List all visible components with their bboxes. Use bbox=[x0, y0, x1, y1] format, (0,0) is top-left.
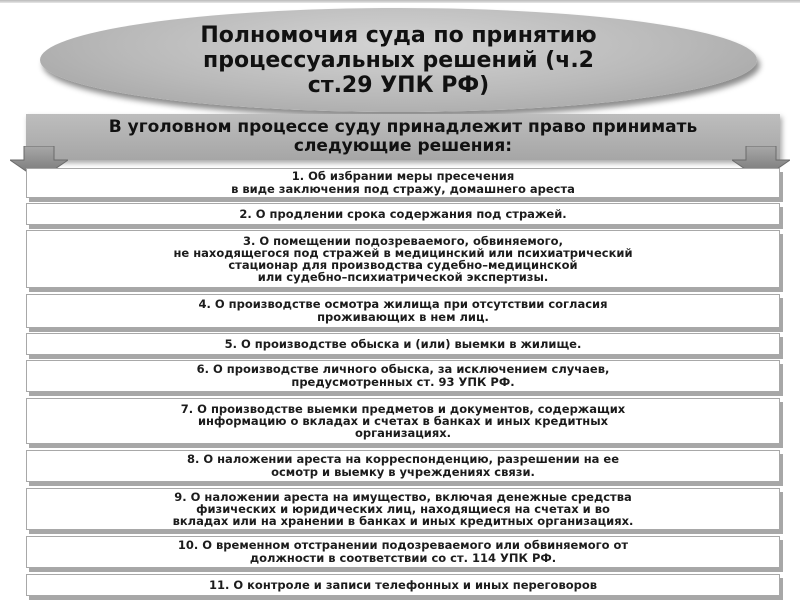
list-item-text: 5. О производстве обыска и (или) выемки в жилище. bbox=[224, 336, 582, 351]
list-item-text: 4. О производстве осмотра жилища при отсутствии согласия проживающих в нем лиц. bbox=[198, 297, 608, 324]
list-item-1 bbox=[26, 168, 780, 198]
list-item-9 bbox=[26, 488, 780, 530]
list-item-11 bbox=[26, 574, 780, 596]
list-item-text: 1. Об избрании меры пресечения в виде заключения под стражу, домашнего ареста bbox=[231, 169, 575, 196]
subtitle-bar bbox=[26, 114, 780, 160]
list-item-6 bbox=[26, 360, 780, 392]
list-item-text: 2. О продлении срока содержания под стражей. bbox=[239, 206, 567, 221]
subtitle-text: В уголовном процессе суду принадлежит право принимать следующие решения: bbox=[108, 117, 698, 156]
list-item-10 bbox=[26, 536, 780, 568]
list-item-3 bbox=[26, 230, 780, 288]
list-item-4 bbox=[26, 294, 780, 328]
list-item-text: 10. О временном отстранении подозреваемого или обвиняемого от должности в соответствии со ст. 114 УПК РФ. bbox=[177, 538, 629, 565]
top-border-line bbox=[0, 0, 800, 3]
list-item-8 bbox=[26, 450, 780, 482]
slide-title: Полномочия суда по принятию процессуальных решений (ч.2 ст.29 УПК РФ) bbox=[200, 22, 597, 98]
list-item-2 bbox=[26, 203, 780, 225]
list-item-5 bbox=[26, 333, 780, 355]
list-item-text: 6. О производстве личного обыска, за исключением случаев, предусмотренных ст. 93 УПК РФ. bbox=[196, 362, 610, 389]
list-item-7 bbox=[26, 398, 780, 444]
list-item-text: 3. О помещении подозреваемого, обвиняемого, не находящегося под стражей в медицинский или психиатрический стационар для производства судебно–медицинской или судебно–психиатрической экспертизы. bbox=[173, 234, 633, 284]
title-ellipse bbox=[40, 8, 757, 112]
list-item-text: 7. О производстве выемки предметов и документов, содержащих информацию о вкладах и счетах в банках и иных кредитных организациях. bbox=[180, 402, 626, 440]
list-item-text: 9. О наложении ареста на имущество, включая денежные средства физических и юридических лиц, находящиеся на счетах и во вкладах или на хранении в банках и иных кредитных организациях. bbox=[172, 490, 634, 528]
list-item-text: 8. О наложении ареста на корреспонденцию, разрешении на ее осмотр и выемку в учреждениях связи. bbox=[186, 452, 620, 479]
list-item-text: 11. О контроле и записи телефонных и иных переговоров bbox=[208, 577, 598, 592]
